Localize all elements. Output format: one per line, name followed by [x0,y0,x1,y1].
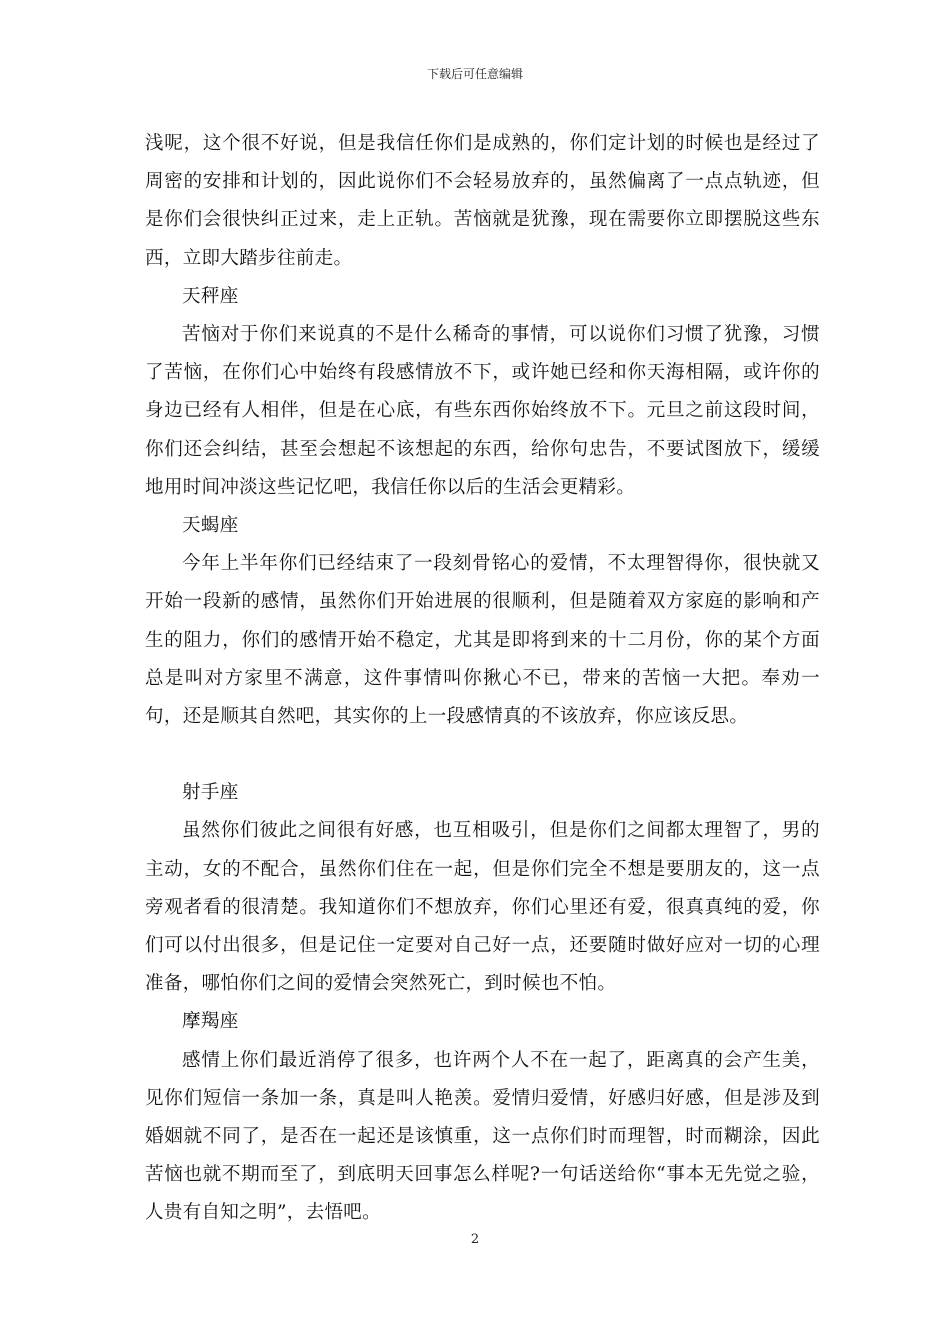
sagittarius-paragraph: 虽然你们彼此之间很有好感，也互相吸引，但是你们之间都太理智了，男的主动，女的不配合，虽然你们住在一起，但是你们完全不想是要朋友的，这一点旁观者看的很清楚。我知道你们不想放弃，你们心里还有爱，很真真纯的爱，你们可以付出很多，但是记住一定要对自己好一点，还要随时做好应对一切的心理准备，哪怕你们之间的爱情会突然死亡，到时候也不怕。 [145,820,820,995]
libra-paragraph: 苦恼对于你们来说真的不是什么稀奇的事情，可以说你们习惯了犹豫，习惯了苦恼，在你们心中始终有段感情放不下，或许她已经和你天海相隔，或许你的身边已经有人相伴，但是在心底，有些东西你始终放不下。元旦之前这段时间，你们还会纠结，甚至会想起不该想起的东西，给你句忠告，不要试图放下，缓缓地用时间冲淡这些记忆吧，我信任你以后的生活会更精彩。 [145,324,820,498]
scorpio-heading: 天蝎座 [182,515,239,537]
page-header: 下载后可任意编辑 [426,67,523,81]
scorpio-paragraph: 今年上半年你们已经结束了一段刻骨铭心的爱情，不太理智得你，很快就又开始一段新的感情，虽然你们开始进展的很顺利，但是随着双方家庭的影响和产生的阻力，你们的感情开始不稳定，尤其是即将到来的十二月份，你的某个方面总是叫对方家里不满意，这件事情叫你揪心不已，带来的苦恼一大把。奉劝一句，还是顺其自然吧，其实你的上一段感情真的不该放弃，你应该反思。 [145,553,820,728]
capricorn-heading: 摩羯座 [182,1011,239,1033]
sagittarius-heading: 射手座 [182,782,239,804]
blank-line [145,736,820,774]
capricorn-paragraph: 感情上你们最近消停了很多，也许两个人不在一起了，距离真的会产生美，见你们短信一条加一条，真是叫人艳羡。爱情归爱情，好感归好感，但是涉及到婚姻就不同了，是否在一起还是该慎重，这一点你们时而理智，时而糊涂，因此苦恼也就不期而至了，到底明天回事怎么样呢?一句话送给你“事本无先觉之验，人贵有自知之明”，去悟吧。 [145,1049,820,1224]
libra-heading: 天秤座 [182,285,239,307]
page-number: 2 [470,1232,480,1247]
document-body [145,125,820,1233]
intro-paragraph: 浅呢，这个很不好说，但是我信任你们是成熟的，你们定计划的时候也是经过了周密的安排和计划的，因此说你们不会轻易放弃的，虽然偏离了一点点轨迹，但是你们会很快纠正过来，走上正轨。苦恼就是犹豫，现在需要你立即摆脱这些东西，立即大踏步往前走。 [145,133,820,269]
